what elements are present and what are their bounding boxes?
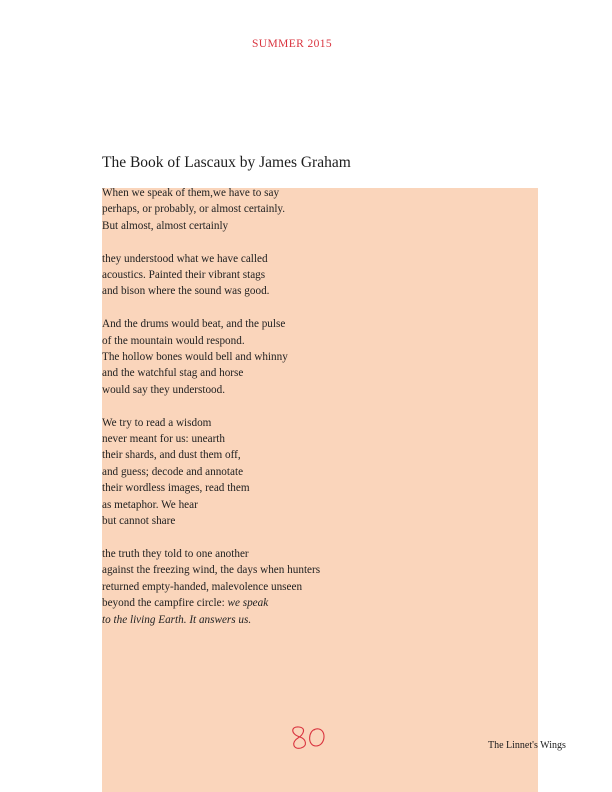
poem-line: against the freezing wind, the days when hunters [102,564,321,577]
poem-line: and the watchful stag and horse [102,367,244,380]
poem-line: acoustics. Painted their vibrant stags [102,269,266,282]
poem-line: and bison where the sound was good. [102,285,270,298]
poem-line: But almost, almost certainly [102,219,229,232]
poem-line: When we speak of them,we have to say [102,187,280,199]
poem-line: returned empty-handed, malevolence unseen [102,580,303,593]
journal-name: The Linnet's Wings [488,740,566,751]
poem-line: And the drums would beat, and the pulse [102,318,286,331]
poem-line: We try to read a wisdom [102,416,212,429]
stanza-1 [102,185,532,234]
stanza-4 [102,415,532,530]
stanza-3 [102,316,532,398]
poem-line-italic: to the living Earth. It answers us. [102,613,252,626]
poem-line: their wordless images, read them [102,482,250,495]
stanza-5 [102,546,532,628]
poem-line: but cannot share [102,515,176,528]
poem-line: The hollow bones would bell and whinny [102,351,288,364]
handwritten-page-number [286,724,330,754]
poem-line: their shards, and dust them off, [102,449,241,462]
poem-title: The Book of Lascaux by James Graham [102,154,351,171]
stanza-2 [102,251,532,300]
poem-line: they understood what we have called [102,252,268,265]
poem-line: of the mountain would respond. [102,334,245,347]
poem-line: would say they understood. [102,383,226,396]
poem-line [102,595,532,611]
issue-header: SUMMER 2015 [251,38,333,50]
poem-line-italic-text: we speak [227,597,269,610]
poem-line: and guess; decode and annotate [102,465,244,478]
poem-body [102,185,532,644]
poem-line-text: beyond the campfire circle: [102,597,228,610]
poem-line: perhaps, or probably, or almost certainly. [102,203,286,216]
poem-line: as metaphor. We hear [102,498,198,511]
poem-line: the truth they told to one another [102,547,249,560]
page-number-graphic [286,724,330,754]
poem-line: never meant for us: unearth [102,433,226,446]
